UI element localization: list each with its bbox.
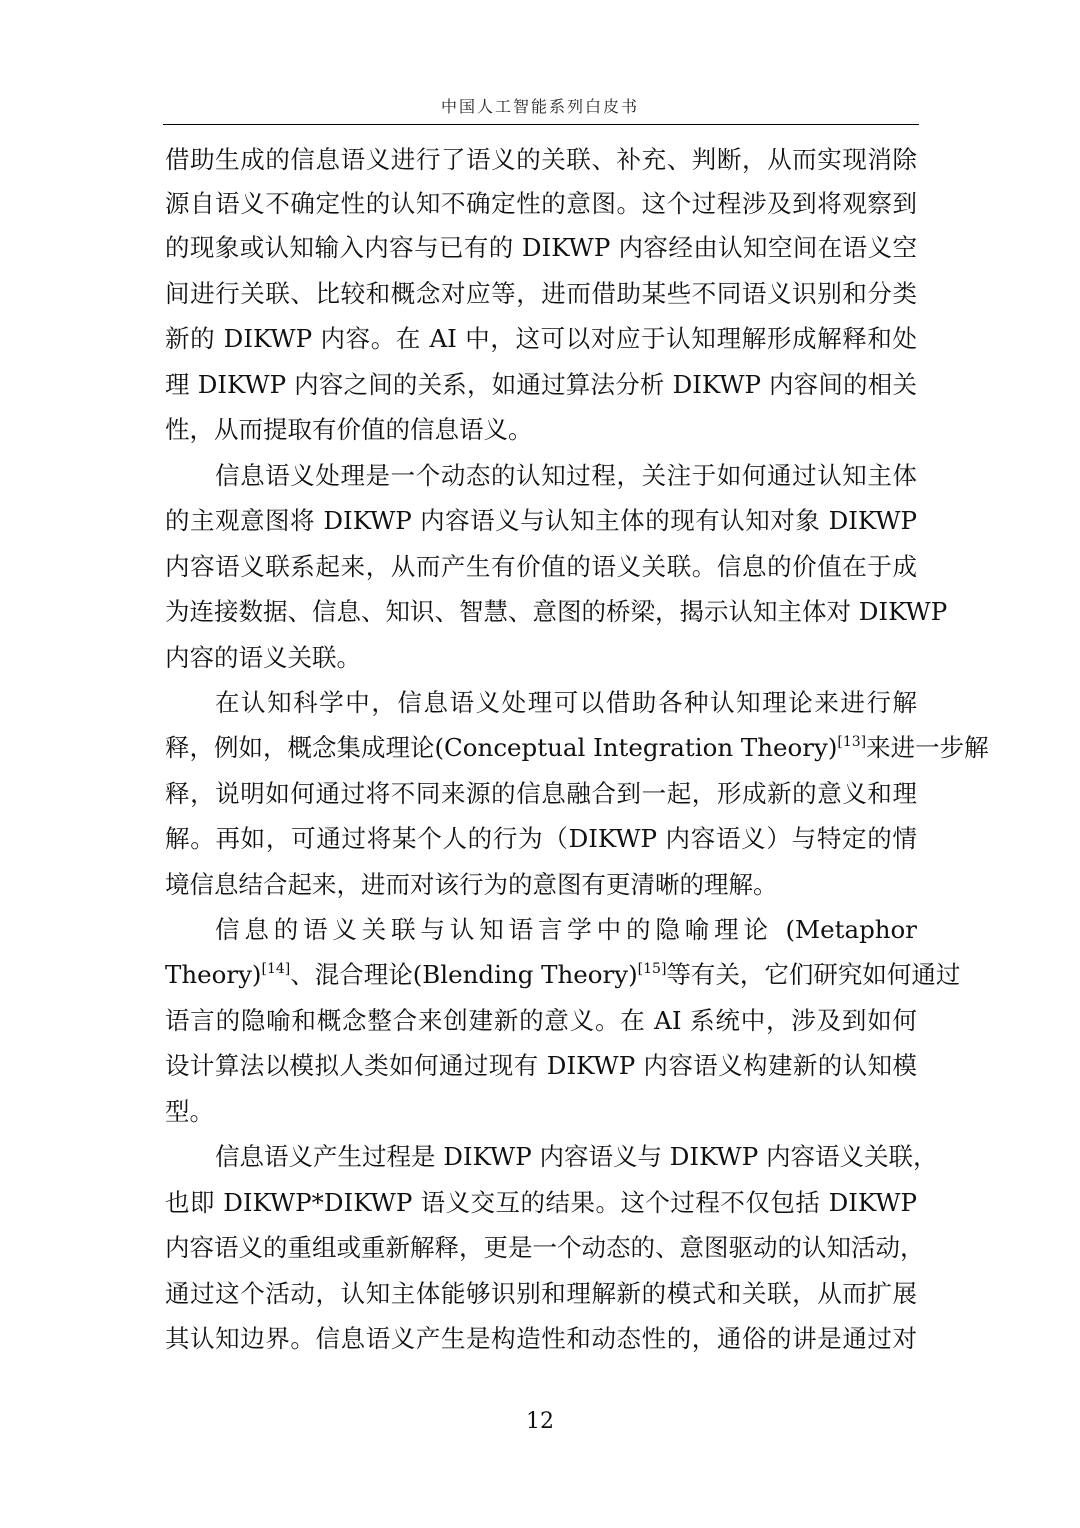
text-line: 性，从而提取有价值的信息语义。 — [165, 415, 533, 444]
text-line: 语言的隐喻和概念整合来创建新的意义。在 AI 系统中，涉及到如何 — [165, 1006, 917, 1035]
header-rule — [163, 124, 919, 125]
paragraph-first-line: 信息语义产生过程是 DIKWP 内容语义与 DIKWP 内容语义关联， — [215, 1142, 938, 1171]
text-line: 新的 DIKWP 内容。在 AI 中，这可以对应于认知理解形成解释和处 — [165, 324, 917, 353]
paragraph-first-line: 信息的语义关联与认知语言学中的隐喻理论 (Metaphor — [215, 915, 917, 944]
text-line: 设计算法以模拟人类如何通过现有 DIKWP 内容语义构建新的认知模 — [165, 1051, 917, 1080]
text-line: 也即 DIKWP*DIKWP 语义交互的结果。这个过程不仅包括 DIKWP — [165, 1188, 917, 1217]
citation-13[interactable]: [13] — [837, 734, 867, 750]
text-line: 的现象或认知输入内容与已有的 DIKWP 内容经由认知空间在语义空 — [165, 233, 917, 262]
text-line — [165, 953, 961, 997]
line-segment: 等有关，它们研究如何通过 — [666, 960, 961, 989]
paragraph-first-line: 信息语义处理是一个动态的认知过程，关注于如何通过认知主体 — [215, 461, 917, 490]
text-line: 解。再如，可通过将某个人的行为（DIKWP 内容语义）与特定的情 — [165, 824, 917, 853]
text-line: 理 DIKWP 内容之间的关系，如通过算法分析 DIKWP 内容间的相关 — [165, 370, 917, 399]
citation-14[interactable]: [14] — [261, 961, 291, 977]
line-segment: 来进一步解 — [866, 733, 989, 762]
text-line: 的主观意图将 DIKWP 内容语义与认知主体的现有认知对象 DIKWP — [165, 506, 917, 535]
text-line: 境信息结合起来，进而对该行为的意图有更清晰的理解。 — [165, 870, 778, 899]
text-line: 释，说明如何通过将不同来源的信息融合到一起，形成新的意义和理 — [165, 779, 917, 808]
text-line: 内容的语义关联。 — [165, 643, 361, 672]
text-line: 通过这个活动，认知主体能够识别和理解新的模式和关联，从而扩展 — [165, 1279, 917, 1308]
line-segment: 、混合理论(Blending Theory) — [290, 960, 638, 989]
text-line: 内容语义联系起来，从而产生有价值的语义关联。信息的价值在于成 — [165, 552, 917, 581]
line-segment: Theory) — [165, 960, 262, 989]
text-line: 其认知边界。信息语义产生是构造性和动态性的，通俗的讲是通过对 — [165, 1324, 917, 1353]
citation-15[interactable]: [15] — [637, 961, 667, 977]
text-line: 型。 — [165, 1097, 214, 1126]
text-line: 内容语义的重组或重新解释，更是一个动态的、意图驱动的认知活动， — [165, 1233, 925, 1262]
text-line: 间进行关联、比较和概念对应等，进而借助某些不同语义识别和分类 — [165, 279, 917, 308]
text-line: 源自语义不确定性的认知不确定性的意图。这个过程涉及到将观察到 — [165, 189, 917, 218]
paragraph-first-line: 在认知科学中，信息语义处理可以借助各种认知理论来进行解 — [215, 688, 917, 717]
text-line — [165, 726, 989, 770]
running-header: 中国人工智能系列白皮书 — [440, 97, 639, 116]
text-line: 为连接数据、信息、知识、智慧、意图的桥梁，揭示认知主体对 DIKWP — [165, 597, 948, 626]
line-segment: 释，例如，概念集成理论(Conceptual Integration Theory) — [165, 733, 838, 762]
text-line: 借助生成的信息语义进行了语义的关联、补充、判断，从而实现消除 — [165, 145, 917, 174]
page-number: 12 — [526, 1409, 554, 1434]
